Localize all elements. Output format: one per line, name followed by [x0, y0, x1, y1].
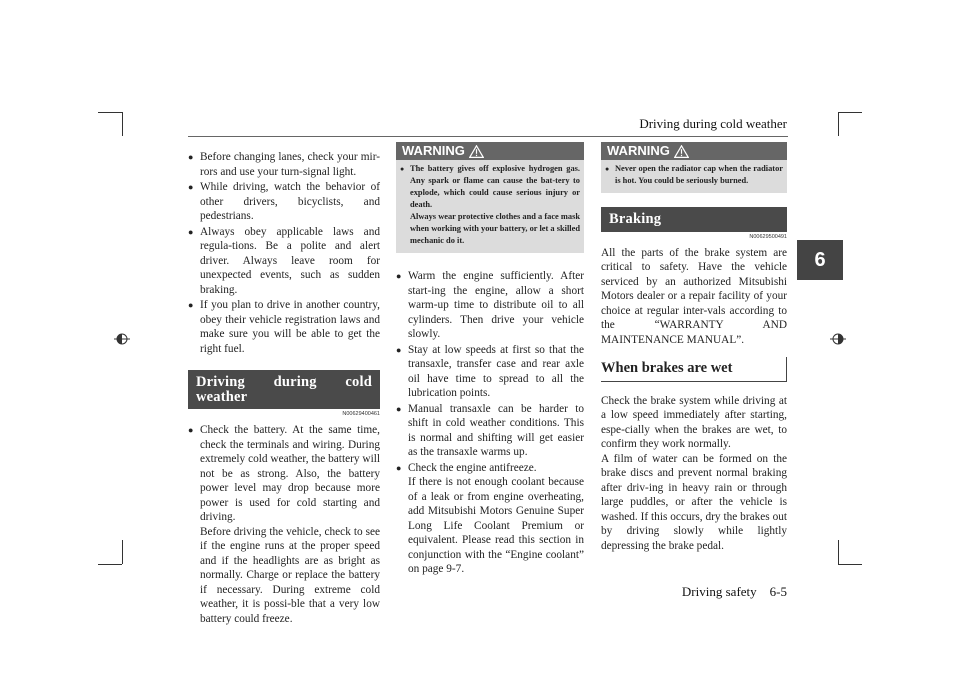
list-item: ● Manual transaxle can be harder to shift in cold weather conditions. This is normal and shifting will get easier as the transaxle warms up. [396, 402, 584, 460]
list-item: ● Check the engine antifreeze. If there is not enough coolant because of a leak or from engine overheating, add Mitsubishi Motors Genuine Super Long Life Coolant Premium or equivalent. Please read this section in conjunction with the “Engine coolant” on page 9-7. [396, 461, 584, 577]
subsection-heading-wet-brakes: When brakes are wet [601, 357, 787, 382]
wet-brakes-paragraph-1: Check the brake system while driving at a low speed immediately after starting, espe-cially when the brakes are wet, to confirm they work normally. [601, 394, 787, 450]
list-item: ● While driving, watch the behavior of other drivers, bicyclists, and pedestrians. [188, 180, 380, 224]
list-item: ● Always obey applicable laws and regula-tions. Be a polite and alert driver. Always leave room for unexpected events, such as sudden braking. [188, 225, 380, 298]
coolant-paragraph: If there is not enough coolant because of a leak or from engine overheating, add Mitsubishi Motors Genuine Super Long Life Coolant Premium or equivalent. Please read this section in conjunction with the “Engine coolant” on page 9-7. [408, 476, 584, 575]
warning-label [601, 142, 787, 160]
crop-mark [98, 112, 122, 113]
page-header-title: Driving during cold weather [639, 116, 787, 131]
list-item: ● Never open the radiator cap when the radiator is hot. You could be seriously burned. [605, 163, 783, 187]
page-footer [682, 584, 787, 600]
warning-label [396, 142, 584, 160]
registration-mark-icon [114, 331, 130, 347]
list-item: ● Check the battery. At the same time, check the terminals and wiring. During extremely cold weather, the battery will not be as strong. Also, the battery power level may drop because more power is used for cold starting and driving. Before driving the vehicle, check to see if the engine runs at the proper speed and if the headlights are as bright as normally. Charge or replace the battery if necessary. During extreme cold weather, it is possi-ble that a very low battery could freeze. [188, 423, 380, 626]
list-item: ● Before changing lanes, check your mir-rors and use your turn-signal light. [188, 150, 380, 179]
page-number: 6-5 [769, 584, 787, 599]
list-item: ● Warm the engine sufficiently. After start-ing the engine, allow a short warm-up time to distribute oil to all cylinders. Then drive your vehicle slowly. [396, 269, 584, 342]
warning-triangle-icon [674, 145, 689, 158]
section-code: N00629400461 [342, 411, 380, 417]
warning-text: WARNING [402, 142, 465, 158]
warning-body [601, 160, 787, 187]
crop-mark [838, 540, 839, 564]
braking-paragraph: All the parts of the brake system are critical to safety. Have the vehicle serviced by an authorized Mitsubishi Motors dealer or a repair facility of your choice at regular inter-vals according to the “WARRANTY AND MAINTENANCE MANUAL”. [601, 246, 787, 346]
crop-mark [838, 112, 862, 113]
warning-box [601, 142, 787, 193]
section-heading-braking: Braking [601, 207, 787, 232]
registration-mark-icon [830, 331, 846, 347]
crop-mark [122, 540, 123, 564]
section-code: N00629500491 [749, 233, 787, 240]
chapter-tab: 6 [797, 240, 843, 280]
battery-paragraph: Before driving the vehicle, check to see if the engine runs at the proper speed and if the headlights are as bright as normally. Charge or replace the battery if necessary. During extreme cold weather, it is possi-ble that a very low battery could freeze. [200, 525, 380, 625]
section-heading-cold-weather: Driving during cold weather [188, 370, 380, 409]
list-item: ● The battery gives off explosive hydrogen gas. Any spark or flame can cause the bat-tery to explode, which could cause serious injury or death. Always wear protective clothes and a face mask when working with your battery, or let a skilled mechanic do it. [400, 163, 580, 247]
warning-body [396, 160, 584, 247]
wet-brakes-paragraph-2: A film of water can be formed on the brake discs and prevent normal braking after driv-ing in heavy rain or through large puddles, or after the vehicle is washed. If this occurs, dry the brakes out by driving slowly while lightly depressing the brake pedal. [601, 452, 787, 552]
crop-mark [838, 564, 862, 565]
warning-triangle-icon [469, 145, 484, 158]
list-item: ● Stay at low speeds at first so that the transaxle, transfer case and rear axle oil have time to spread to all the lubrication points. [396, 343, 584, 401]
crop-mark [838, 112, 839, 136]
footer-section: Driving safety [681, 584, 757, 599]
warning-text: WARNING [607, 142, 670, 158]
header-divider [188, 136, 788, 137]
column-1 [188, 150, 380, 627]
crop-mark [122, 112, 123, 136]
warning-box [396, 142, 584, 253]
list-item: ● If you plan to drive in another country, obey their vehicle registration laws and make sure you will be able to get the right fuel. [188, 298, 380, 356]
column-2 [396, 142, 584, 578]
crop-mark [98, 564, 122, 565]
column-3 [601, 142, 787, 553]
